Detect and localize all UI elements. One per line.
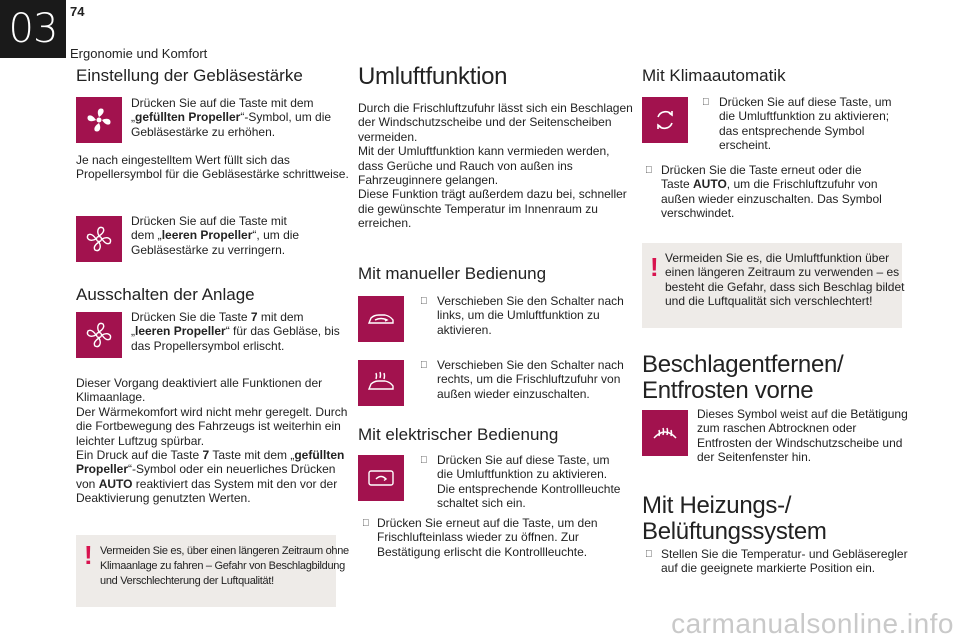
text-deactivation: Dieser Vorgang deaktiviert alle Funktionen der Klimaanlage. Der Wärmekomfort wird nicht mehr geregelt. Durch die Fortbewegung des Fahrzeugs ist weiterhin ein leichter Luftzug spürbar. Ein Druck auf die Taste 7 Taste mit dem „gefüllten Propeller“-Symbol oder ein neuerliches Drücken von AUTO reaktiviert das System mit den vor der Deaktivierung genutzten Werten. (76, 376, 348, 506)
warning-text-climate: Vermeiden Sie es, über einen längeren Zeitraum ohne Klimaanlage zu fahren – Gefahr von Beschlagbildung und Verschlechterung der Luftqualität! (100, 545, 349, 587)
text-fan-increase: Drücken Sie auf die Taste mit dem „gefüllten Propeller“-Symbol, um die Gebläsestärke zu erhöhen. (131, 96, 332, 139)
page-number: 74 (70, 4, 85, 19)
filled-fan-icon (76, 97, 122, 143)
heading-heizung: Mit Heizungs-/ Belüftungssystem (642, 492, 827, 545)
empty-fan-icon (76, 216, 122, 262)
text-auto-deactivate: Drücken Sie die Taste erneut oder die Taste AUTO, um die Frischluftzufuhr von außen wieder einzuschalten. Das Symbol verschwindet. (661, 163, 882, 221)
watermark: carmanualsonline.info (671, 608, 954, 639)
text-manual-right: Verschieben Sie den Schalter nach rechts, um die Frischluftzufuhr von außen wieder einzuschalten. (437, 358, 624, 401)
bullet-icon (420, 360, 428, 371)
heading-elektrisch: Mit elektrischer Bedienung (358, 425, 559, 444)
text-defrost-description: Dieses Symbol weist auf die Betätigung zum raschen Abtrocknen oder Entfrosten der Windschutzscheibe und der Seitenfenster hin. (697, 407, 908, 465)
bullet-icon (645, 549, 653, 560)
recirculation-button-icon (358, 455, 404, 501)
text-electric-deactivate: Drücken Sie erneut auf die Taste, um den Frischlufteinlass wieder zu öffnen. Zur Bestätigung erlischt die Kontrollleuchte. (377, 516, 598, 559)
heading-manuell: Mit manueller Bedienung (358, 264, 547, 283)
bullet-icon (362, 518, 370, 529)
bullet-icon (645, 165, 653, 176)
warning-exclamation-icon: ! (84, 540, 93, 570)
heading-klimaautomatik: Mit Klimaautomatik (642, 66, 786, 85)
auto-recirculation-icon (642, 97, 688, 143)
car-fresh-air-icon (358, 360, 404, 406)
heading-ausschalten: Ausschalten der Anlage (76, 285, 255, 304)
text-fan-decrease: Drücken Sie auf die Taste mit dem „leeren Propeller“, um die Gebläsestärke zu verringern. (131, 214, 300, 257)
text-umluft-intro: Durch die Frischluftzufuhr lässt sich ein Beschlagen der Windschutzscheibe und der Seitenscheiben vermeiden. Mit der Umluftfunktion kann vermieden werden, dass Gerüche und Rauch von außen ins Fahrzeuginnere gelangen. Diese Funktion trägt außerdem dazu bei, schneller die gewünschte Temperatur im Innenraum zu erreichen. (358, 101, 633, 231)
warning-text-recirculation: Vermeiden Sie es, die Umluftfunktion über einen längeren Zeitraum zu verwenden – es besteht die Gefahr, dass sich Beschlag bildet und die Luftqualität sich verschlechtert! (665, 251, 905, 309)
text-manual-left: Verschieben Sie den Schalter nach links, um die Umluftfunktion zu aktivieren. (437, 294, 624, 337)
heading-umluftfunktion: Umluftfunktion (358, 63, 508, 90)
text-heating-settings: Stellen Sie die Temperatur- und Gebläseregler auf die geeignete markierte Position ein. (661, 547, 908, 576)
section-title: Ergonomie und Komfort (70, 46, 208, 61)
text-switch-off: Drücken Sie die Taste 7 mit dem „leeren Propeller“ für das Gebläse, bis das Propellersymbol erlischt. (131, 310, 340, 353)
text-fan-fill: Je nach eingestelltem Wert füllt sich das Propellersymbol für die Gebläsestärke schrittweise. (76, 153, 349, 182)
warning-exclamation-icon: ! (650, 252, 659, 282)
car-recirculation-icon (358, 296, 404, 342)
windscreen-defrost-icon (642, 410, 688, 456)
bullet-icon (420, 296, 428, 307)
text-electric-activate: Drücken Sie auf diese Taste, um die Umluftfunktion zu aktivieren. Die entsprechende Kontrollleuchte schaltet sich ein. (437, 453, 621, 511)
heading-geblaesestaerke: Einstellung der Gebläsestärke (76, 66, 303, 85)
empty-fan-off-icon (76, 312, 122, 358)
bullet-icon (420, 455, 428, 466)
text-auto-activate: Drücken Sie auf diese Taste, um die Umluftfunktion zu aktivieren; das entsprechende Symbol erscheint. (719, 95, 892, 153)
heading-beschlagentfernen: Beschlagentfernen/ Entfrosten vorne (642, 351, 844, 404)
chapter-number: 03 (0, 0, 66, 58)
bullet-icon (702, 97, 710, 108)
